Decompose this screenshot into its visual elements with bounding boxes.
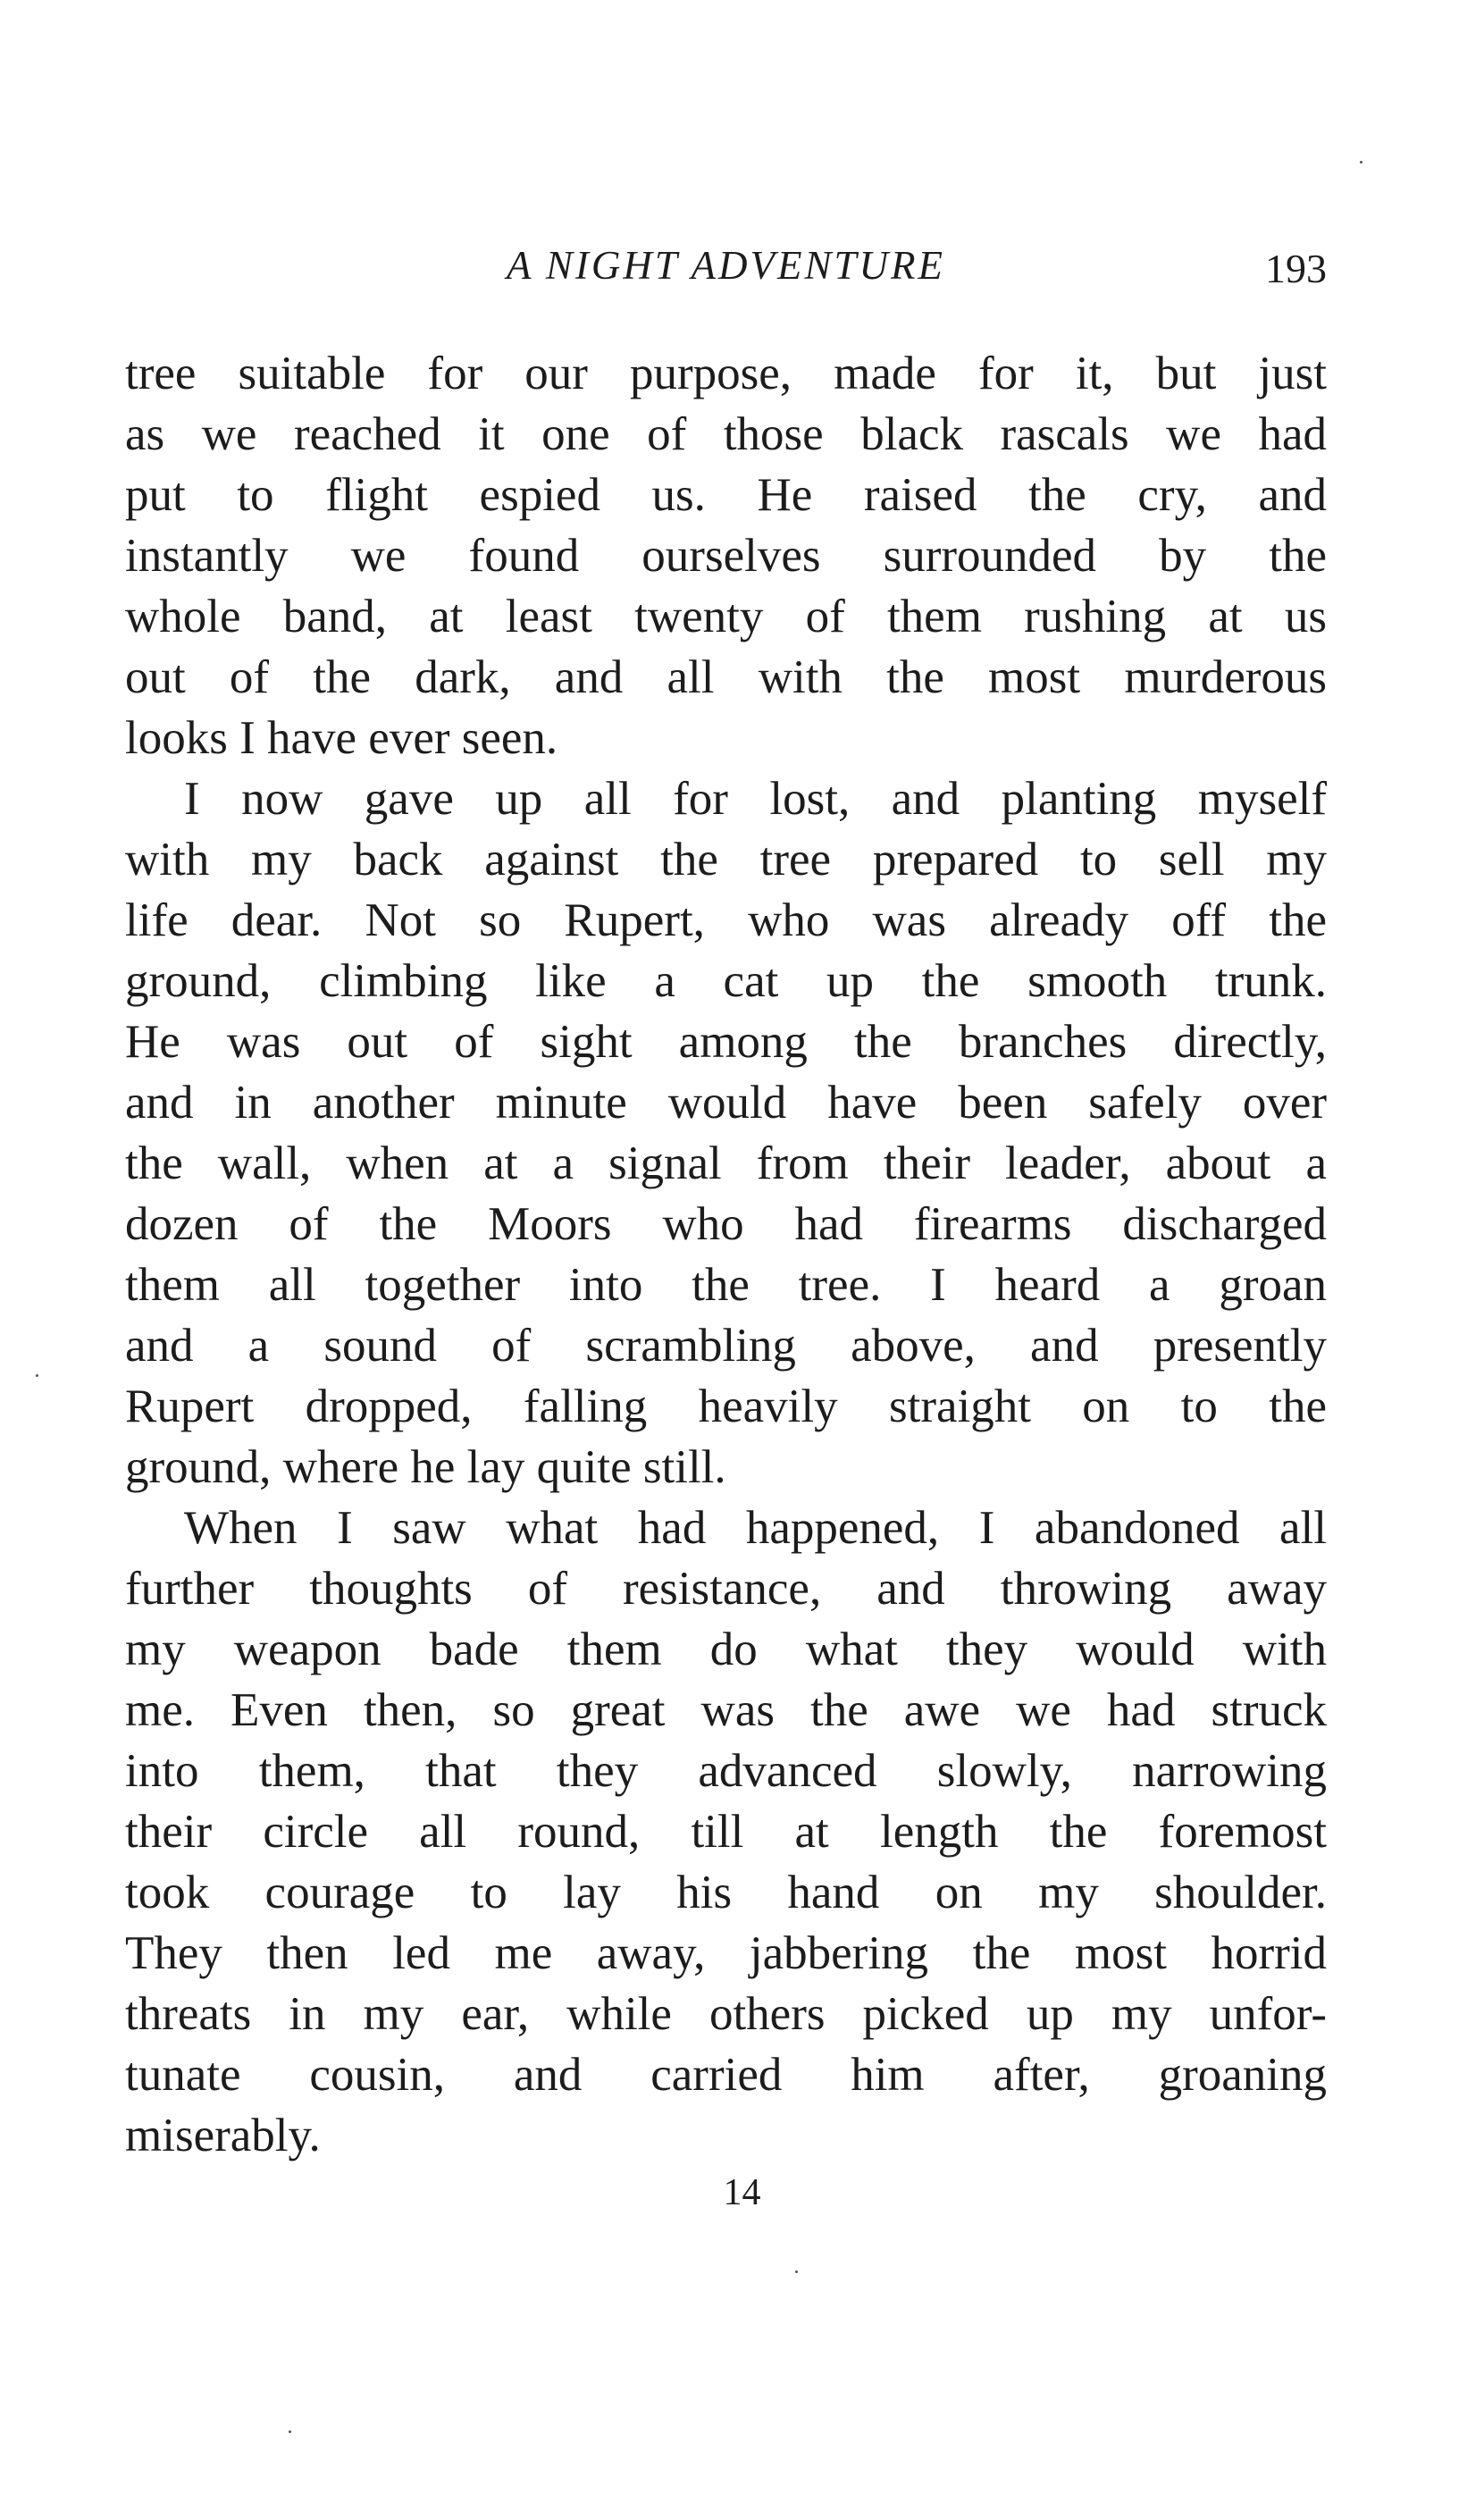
text-line: into them, that they advanced slowly, narrowing xyxy=(125,1745,1327,1797)
text-line: took courage to lay his hand on my shoulder. xyxy=(125,1867,1327,1918)
text-line: instantly we found ourselves surrounded by the xyxy=(125,530,1327,582)
text-line: my weapon bade them do what they would with xyxy=(125,1624,1327,1675)
text-line: as we reached it one of those black rascals we had xyxy=(125,408,1327,460)
text-line: threats in my ear, while others picked up my unfor- xyxy=(125,1988,1327,2040)
running-title: A NIGHT ADVENTURE xyxy=(506,243,946,288)
text-line: the wall, when at a signal from their leader, about a xyxy=(125,1137,1327,1189)
paragraph-1 xyxy=(125,343,1327,768)
text-line: looks I have ever seen. xyxy=(125,712,558,764)
text-line: life dear. Not so Rupert, who was already off the xyxy=(125,894,1327,946)
text-line: miserably. xyxy=(125,2110,321,2161)
text-line: When I saw what had happened, I abandoned all xyxy=(184,1502,1327,1554)
text-line: them all together into the tree. I heard a groan xyxy=(125,1259,1327,1311)
text-line: tree suitable for our purpose, made for it, but just xyxy=(125,348,1327,399)
text-line: Rupert dropped, falling heavily straight on to the xyxy=(125,1381,1327,1432)
paper-speck xyxy=(289,2430,291,2433)
text-line: ground, where he lay quite still. xyxy=(125,1441,726,1493)
text-line: with my back against the tree prepared to sell my xyxy=(125,834,1327,885)
running-head xyxy=(125,234,1327,297)
paper-speck xyxy=(36,1374,38,1377)
text-line: and a sound of scrambling above, and presently xyxy=(125,1320,1327,1372)
page-number: 193 xyxy=(1265,246,1327,291)
body-text xyxy=(125,343,1327,2166)
text-line: put to flight espied us. He raised the cry, and xyxy=(125,469,1327,521)
text-line: further thoughts of resistance, and throwing away xyxy=(125,1563,1327,1615)
text-line: They then led me away, jabbering the most horrid xyxy=(125,1927,1327,1979)
text-line: tunate cousin, and carried him after, groaning xyxy=(125,2049,1327,2101)
text-line: ground, climbing like a cat up the smooth trunk. xyxy=(125,955,1327,1007)
text-line: their circle all round, till at length the foremost xyxy=(125,1806,1327,1858)
text-line: I now gave up all for lost, and planting myself xyxy=(184,773,1327,825)
text-line: dozen of the Moors who had firearms discharged xyxy=(125,1198,1327,1250)
paragraph-2 xyxy=(125,768,1327,1498)
text-line: He was out of sight among the branches directly, xyxy=(125,1016,1327,1068)
paper-speck xyxy=(1360,161,1362,164)
signature-mark: 14 xyxy=(723,2172,761,2213)
text-line: and in another minute would have been safely over xyxy=(125,1077,1327,1129)
text-line: whole band, at least twenty of them rushing at us xyxy=(125,591,1327,642)
paragraph-3 xyxy=(125,1498,1327,2166)
paper-speck xyxy=(795,2270,798,2273)
text-line: me. Even then, so great was the awe we had struck xyxy=(125,1684,1327,1736)
text-line: out of the dark, and all with the most murderous xyxy=(125,651,1327,703)
